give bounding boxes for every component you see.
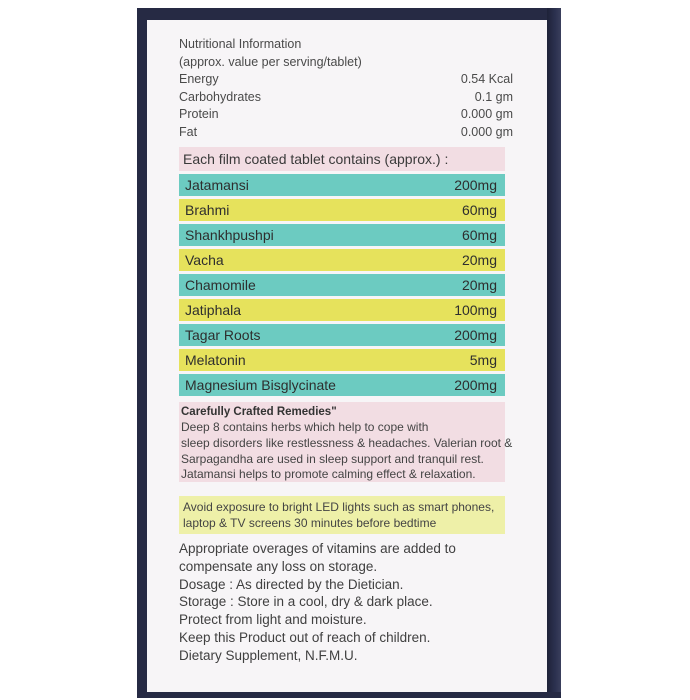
dosage-line: Dosage : As directed by the Dietician. [179,576,404,592]
nutrition-value: 0.54 Kcal [460,72,513,87]
ingredient-name: Tagar Roots [185,327,261,343]
nutrition-subtitle: (approx. value per serving/tablet) [179,54,362,69]
nutrition-label: Carbohydrates [179,89,261,104]
ingredient-name: Brahmi [185,202,230,218]
warning-box [179,496,505,534]
box-edge-top [137,8,561,20]
box-edge-bottom [137,692,561,698]
remedies-line: Deep 8 contains herbs which help to cope with [181,420,429,434]
ingredient-amount: 20mg [461,277,497,293]
warning-line: Avoid exposure to bright LED lights such as smart phones, [183,500,495,514]
ingredient-row [179,374,505,396]
ingredient-row [179,249,505,271]
ingredient-amount: 60mg [461,227,497,243]
remedies-line: Sarpagandha are used in sleep support and tranquil rest. [181,451,484,466]
ingredient-amount: 200mg [454,327,497,343]
nutrition-value: 0.000 gm [460,107,513,122]
ingredients-header: Each film coated tablet contains (approx.) : [179,147,505,171]
nutrition-value: 0.000 gm [460,124,513,139]
footer-line: compensate any loss on storage. [179,558,378,574]
ingredient-row [179,349,505,371]
nutrition-row-carbohydrates [179,89,513,107]
remedies-title: Carefully Crafted Remedies" [181,406,337,418]
footer-line: Keep this Product out of reach of children. [179,629,431,645]
footer-line: Protect from light and moisture. [179,612,367,628]
ingredient-amount: 100mg [454,302,497,318]
nutrition-row-energy [179,71,513,89]
ingredient-row [179,299,505,321]
nutrition-label: Energy [179,72,219,87]
ingredient-name: Melatonin [185,352,246,368]
ingredient-row [179,199,505,221]
nutrition-value: 0.1 gm [474,89,513,104]
nutrition-label: Fat [179,124,198,139]
ingredient-amount: 60mg [461,202,497,218]
remedies-line: Jatamansi helps to promote calming effect & relaxation. [181,467,476,482]
footer-line: Appropriate overages of vitamins are added to [179,541,456,556]
ingredient-row [179,274,505,296]
box-edge-right [547,8,561,698]
warning-line: laptop & TV screens 30 minutes before bedtime [183,515,437,530]
remedies-line: sleep disorders like restlessness & headaches. Valerian root & [181,435,513,450]
ingredient-name: Jatamansi [185,177,249,193]
ingredient-amount: 200mg [454,377,497,393]
ingredient-amount: 5mg [469,352,497,368]
nutrition-row-protein [179,106,513,124]
ingredient-row [179,174,505,196]
ingredients-table [179,147,505,396]
ingredient-name: Magnesium Bisglycinate [185,377,336,393]
remedies-box [179,402,513,482]
nutrition-title: Nutritional Information [179,37,302,51]
nutrition-section [179,36,513,142]
ingredient-name: Vacha [185,252,224,268]
box-edge-left [137,8,147,698]
ingredient-name: Jatiphala [185,302,242,318]
nutrition-row-fat [179,124,513,142]
footer-line: Dietary Supplement, N.F.M.U. [179,647,358,663]
ingredient-amount: 200mg [454,177,497,193]
ingredient-amount: 20mg [461,252,497,268]
ingredient-name: Chamomile [185,277,256,293]
label-panel [147,20,547,692]
footer-text [179,540,519,665]
ingredient-row [179,224,505,246]
ingredient-name: Shankhpushpi [185,227,274,243]
ingredient-row [179,324,505,346]
nutrition-label: Protein [179,107,219,122]
storage-line: Storage : Store in a cool, dry & dark place. [179,594,433,610]
